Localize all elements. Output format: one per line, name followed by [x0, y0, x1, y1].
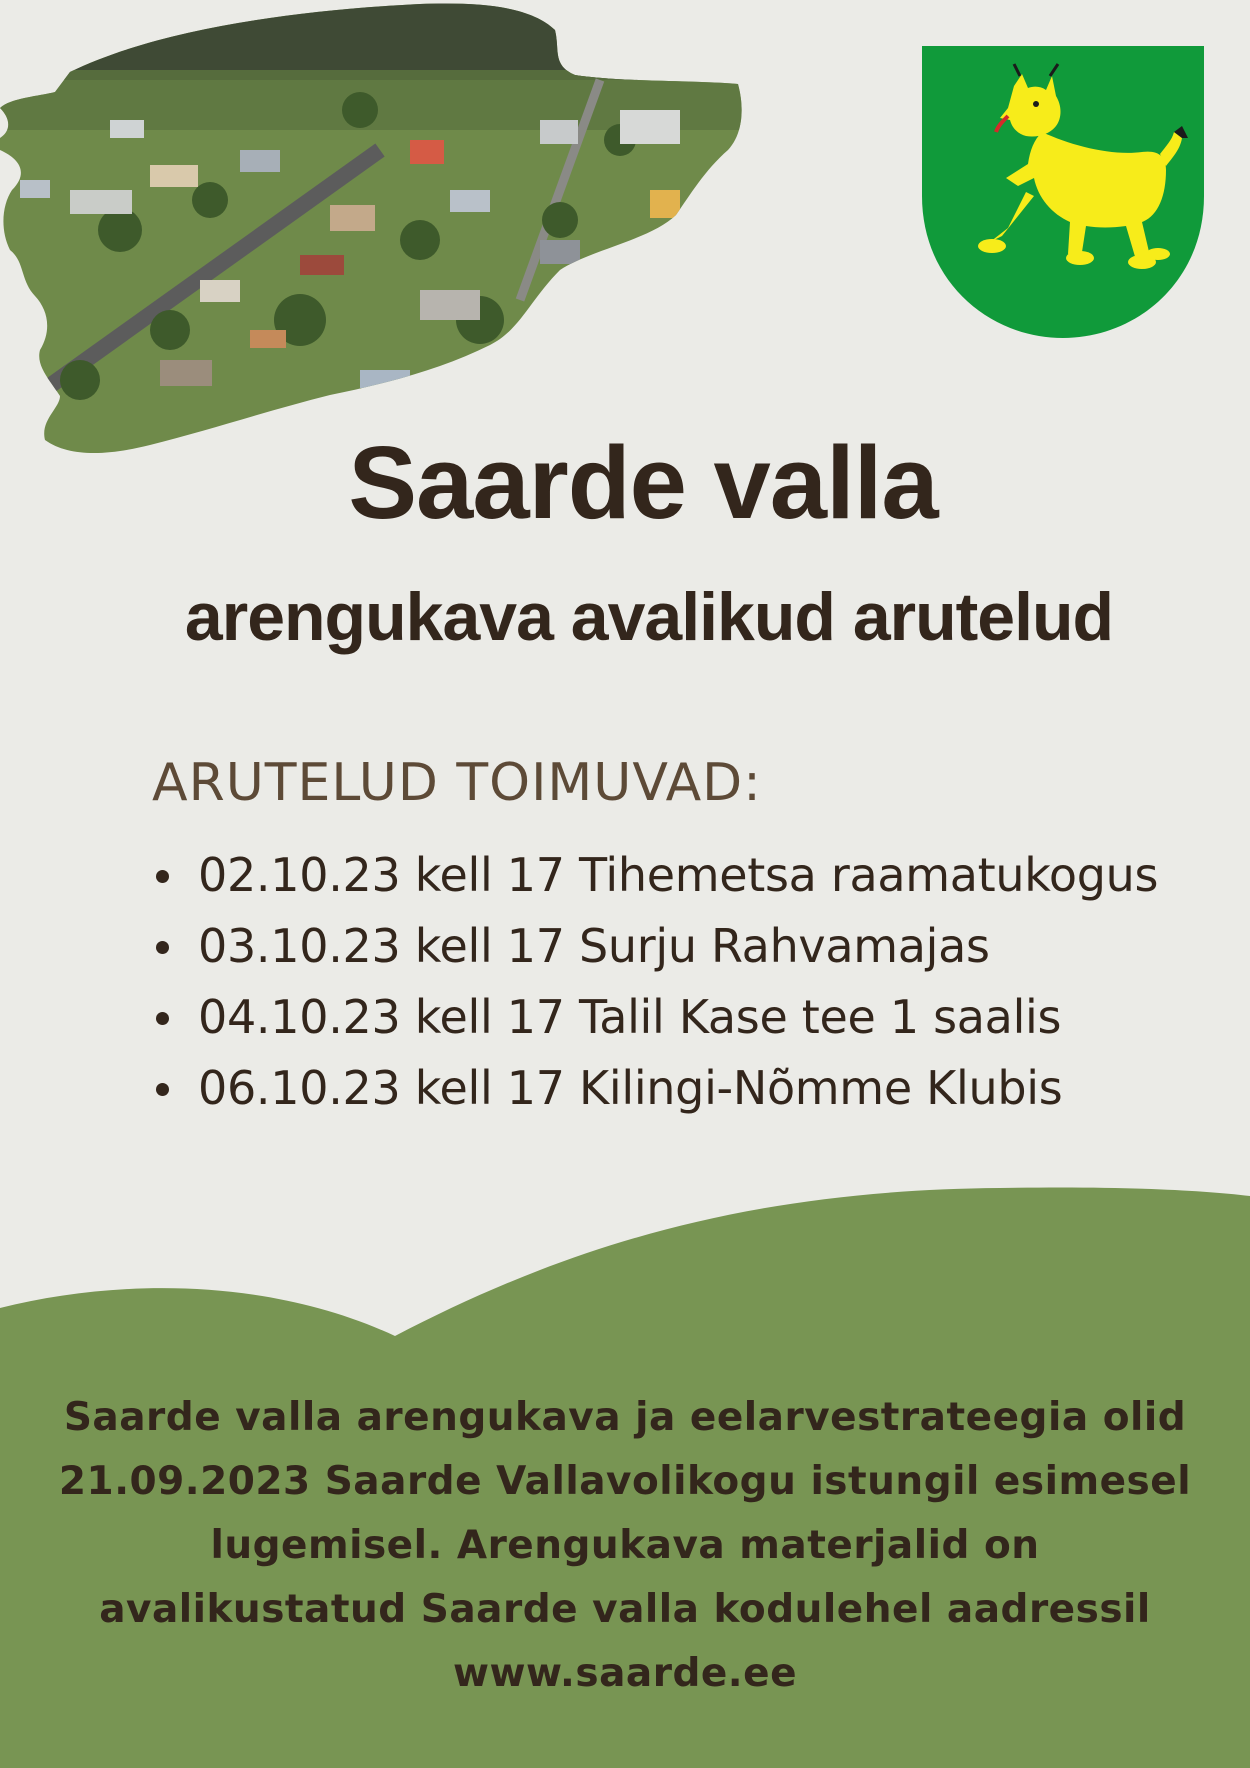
- list-item: [150, 1053, 1158, 1124]
- page-subtitle: arengukava avalikud arutelud: [184, 579, 1114, 655]
- bullet-icon: [156, 870, 169, 883]
- schedule-item-text: 06.10.23 kell 17 Kilingi-Nõmme Klubis: [198, 1061, 1063, 1115]
- schedule-list: [150, 840, 1158, 1124]
- bullet-icon: [156, 1012, 169, 1025]
- bullet-icon: [156, 941, 169, 954]
- website-link[interactable]: www.saarde.ee: [452, 1651, 798, 1696]
- list-item: [150, 982, 1158, 1053]
- aerial-village-photo: [0, 0, 745, 460]
- list-item: [150, 840, 1158, 911]
- schedule-item-text: 04.10.23 kell 17 Talil Kase tee 1 saalis: [198, 990, 1062, 1044]
- notice-text: Saarde valla arengukava ja eelarvestrateegia olid 21.09.2023 Saarde Vallavolikogu istungil esimesel lugemisel. Arengukava materjalid on avalikustatud Saarde valla kodulehel aadressil: [58, 1395, 1192, 1632]
- saarde-coat-of-arms-lynx: [922, 46, 1204, 338]
- notice-paragraph: [50, 1386, 1200, 1706]
- schedule-item-text: 03.10.23 kell 17 Surju Rahvamajas: [198, 919, 990, 973]
- bullet-icon: [156, 1083, 169, 1096]
- page-title: Saarde valla: [348, 425, 938, 540]
- schedule-heading: ARUTELUD TOIMUVAD:: [152, 753, 762, 813]
- schedule-item-text: 02.10.23 kell 17 Tihemetsa raamatukogus: [198, 848, 1159, 902]
- list-item: [150, 911, 1158, 982]
